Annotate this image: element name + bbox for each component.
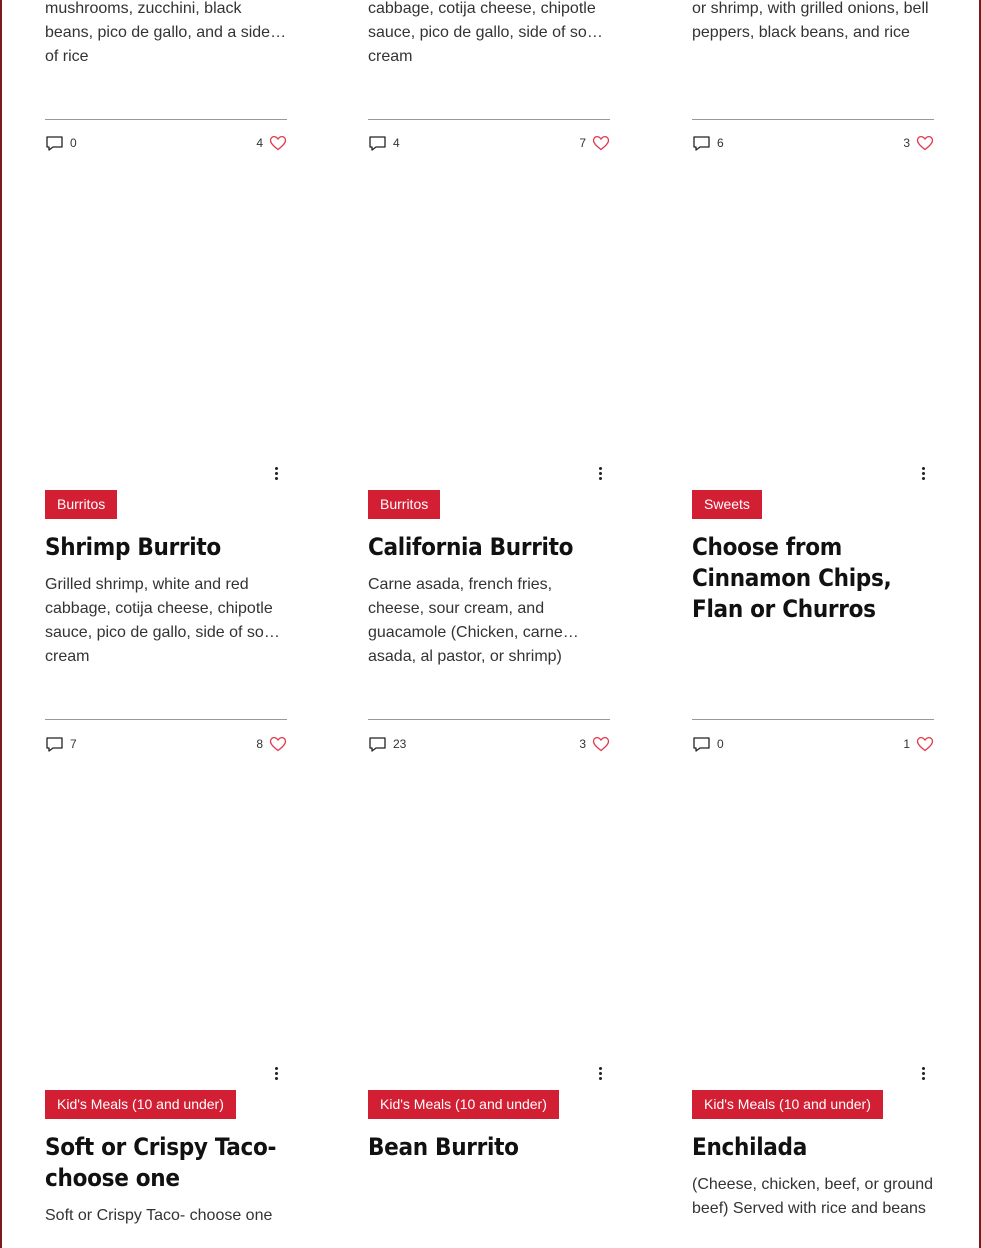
post-card[interactable]	[45, 0, 287, 65]
more-vertical-icon	[922, 1067, 925, 1070]
comments-number: 23	[393, 737, 407, 751]
comments-count[interactable]	[45, 135, 77, 152]
comments-number: 0	[717, 737, 724, 751]
more-vertical-icon	[275, 467, 278, 470]
like-button[interactable]	[256, 135, 287, 151]
category-tag[interactable]: Kid's Meals (10 and under)	[692, 1090, 883, 1119]
more-vertical-icon	[275, 1067, 278, 1070]
post-title[interactable]: Enchilada	[692, 1133, 807, 1161]
post-stats	[45, 734, 287, 754]
more-vertical-icon	[599, 1067, 602, 1070]
post-stats	[692, 734, 934, 754]
post-stats	[368, 734, 610, 754]
category-tag[interactable]: Burritos	[45, 490, 117, 519]
heart-icon	[916, 135, 934, 151]
post-card[interactable]	[692, 0, 934, 45]
comments-count[interactable]	[692, 736, 724, 753]
more-actions-button[interactable]	[913, 463, 933, 483]
category-tag[interactable]: Sweets	[692, 490, 762, 519]
more-vertical-icon	[922, 467, 925, 470]
comments-count[interactable]	[45, 736, 77, 753]
card-divider	[368, 119, 610, 120]
category-tag[interactable]: Burritos	[368, 490, 440, 519]
comments-number: 7	[70, 737, 77, 751]
likes-number: 3	[903, 136, 910, 150]
heart-icon	[269, 135, 287, 151]
comments-number: 6	[717, 136, 724, 150]
more-actions-button[interactable]	[590, 463, 610, 483]
likes-number: 4	[256, 136, 263, 150]
card-divider	[45, 119, 287, 120]
comment-bubble-icon	[368, 736, 387, 753]
post-title[interactable]: Choose from Cinnamon Chips, Flan or Churros	[692, 533, 892, 623]
post-title[interactable]: California Burrito	[368, 533, 574, 561]
heart-icon	[592, 135, 610, 151]
likes-number: 3	[579, 737, 586, 751]
more-vertical-icon	[599, 467, 602, 470]
like-button[interactable]	[256, 736, 287, 752]
post-description: mushrooms, zucchini, black beans, pico de gallo, and a side of rice	[45, 0, 271, 65]
heart-icon	[916, 736, 934, 752]
post-description: or shrimp, with grilled onions, bell peppers, black beans, and rice	[692, 0, 929, 41]
comment-bubble-icon	[368, 135, 387, 152]
card-divider	[692, 719, 934, 720]
comment-bubble-icon	[45, 736, 64, 753]
likes-number: 1	[903, 737, 910, 751]
card-divider	[45, 719, 287, 720]
comment-bubble-icon	[45, 135, 64, 152]
comments-count[interactable]	[368, 736, 406, 753]
post-title[interactable]: Bean Burrito	[368, 1133, 519, 1161]
more-actions-button[interactable]	[913, 1063, 933, 1083]
comment-bubble-icon	[692, 135, 711, 152]
post-stats	[692, 133, 934, 153]
post-description: Grilled shrimp, white and red cabbage, cotija cheese, chipotle sauce, pico de gallo, side of sour cream	[45, 576, 279, 665]
more-actions-button[interactable]	[590, 1063, 610, 1083]
post-card[interactable]	[368, 0, 610, 65]
more-actions-button[interactable]	[266, 463, 286, 483]
post-stats	[45, 133, 287, 153]
like-button[interactable]	[579, 736, 610, 752]
category-tag[interactable]: Kid's Meals (10 and under)	[45, 1090, 236, 1119]
likes-number: 7	[579, 136, 586, 150]
page-frame-left	[0, 0, 2, 1248]
post-description: cabbage, cotija cheese, chipotle sauce, pico de gallo, side of sour cream	[368, 0, 602, 65]
comments-number: 4	[393, 136, 400, 150]
post-title[interactable]: Soft or Crispy Taco- choose one	[45, 1133, 277, 1192]
post-description: Soft or Crispy Taco- choose one	[45, 1207, 273, 1224]
comments-count[interactable]	[692, 135, 724, 152]
card-divider	[368, 719, 610, 720]
comment-bubble-icon	[692, 736, 711, 753]
card-divider	[692, 119, 934, 120]
post-title[interactable]: Shrimp Burrito	[45, 533, 221, 561]
category-tag[interactable]: Kid's Meals (10 and under)	[368, 1090, 559, 1119]
comments-number: 0	[70, 136, 77, 150]
comments-count[interactable]	[368, 135, 400, 152]
like-button[interactable]	[903, 736, 934, 752]
like-button[interactable]	[903, 135, 934, 151]
heart-icon	[269, 736, 287, 752]
post-stats	[368, 133, 610, 153]
like-button[interactable]	[579, 135, 610, 151]
post-description: (Cheese, chicken, beef, or ground beef) Served with rice and beans	[692, 1176, 934, 1217]
post-description: Carne asada, french fries, cheese, sour cream, and guacamole (Chicken, carne asada, al pastor, or shrimp)	[368, 576, 563, 665]
heart-icon	[592, 736, 610, 752]
more-actions-button[interactable]	[266, 1063, 286, 1083]
likes-number: 8	[256, 737, 263, 751]
